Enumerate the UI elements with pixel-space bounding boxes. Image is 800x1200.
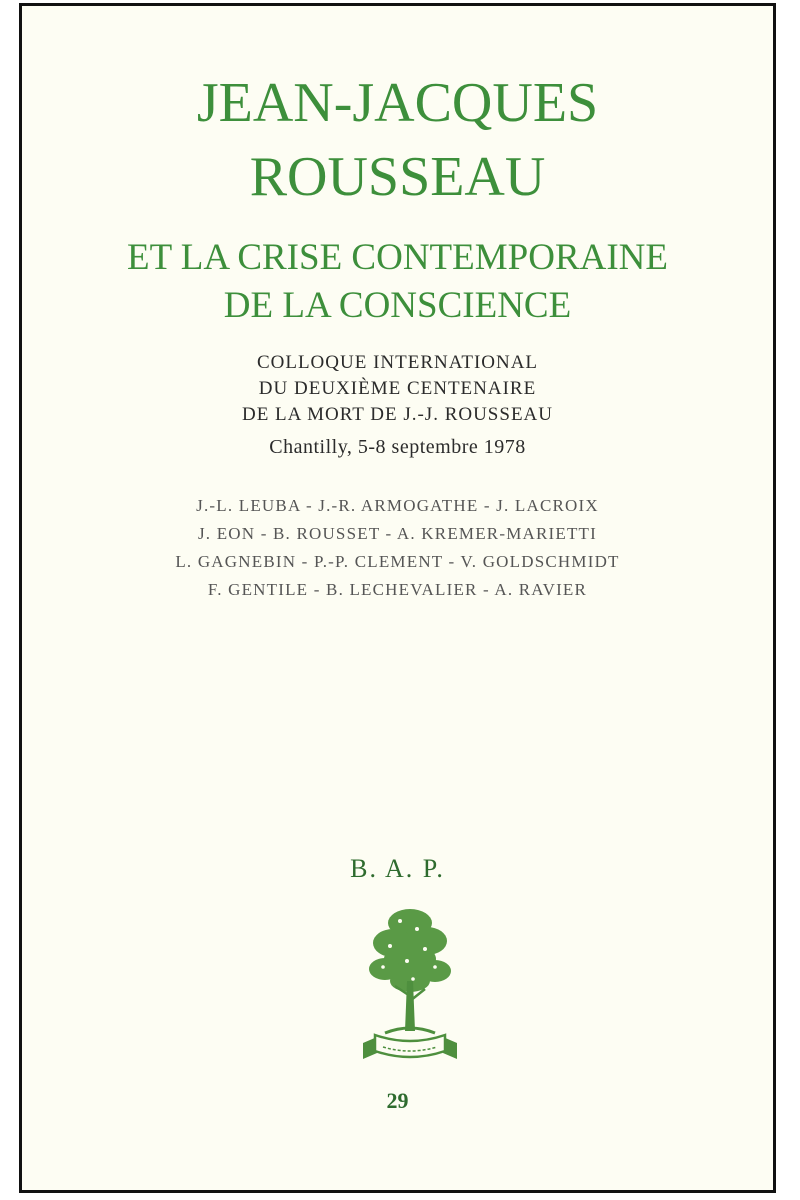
authors-line-4: F. GENTILE - B. LECHEVALIER - A. RAVIER [207,580,588,599]
colloque-line-2: DU DEUXIÈME CENTENAIRE [258,378,537,399]
authors-line-3: L. GAGNEBIN - P.-P. CLEMENT - V. GOLDSCHMIDT [175,552,620,571]
title-line-1: JEAN-JACQUES [196,72,599,134]
colloque-line-1: COLLOQUE INTERNATIONAL [256,352,539,373]
subtitle-line-1: ET LA CRISE CONTEMPORAINE [127,237,668,278]
authors-line-1: J.-L. LEUBA - J.-R. ARMOGATHE - J. LACROIX [196,496,599,515]
book-cover [19,3,776,1193]
colloque-line-3: DE LA MORT DE J.-J. ROUSSEAU [241,404,553,425]
colloque-date: Chantilly, 5-8 septembre 1978 [269,436,526,458]
publisher-name: B. A. P. [350,854,445,883]
series-number: 29 [386,1088,409,1113]
tree-emblem-icon [355,901,465,1066]
authors-line-2: J. EON - B. ROUSSET - A. KREMER-MARIETTI [197,524,598,543]
subtitle-line-2: DE LA CONSCIENCE [223,285,572,326]
title-line-2: ROUSSEAU [249,146,546,208]
